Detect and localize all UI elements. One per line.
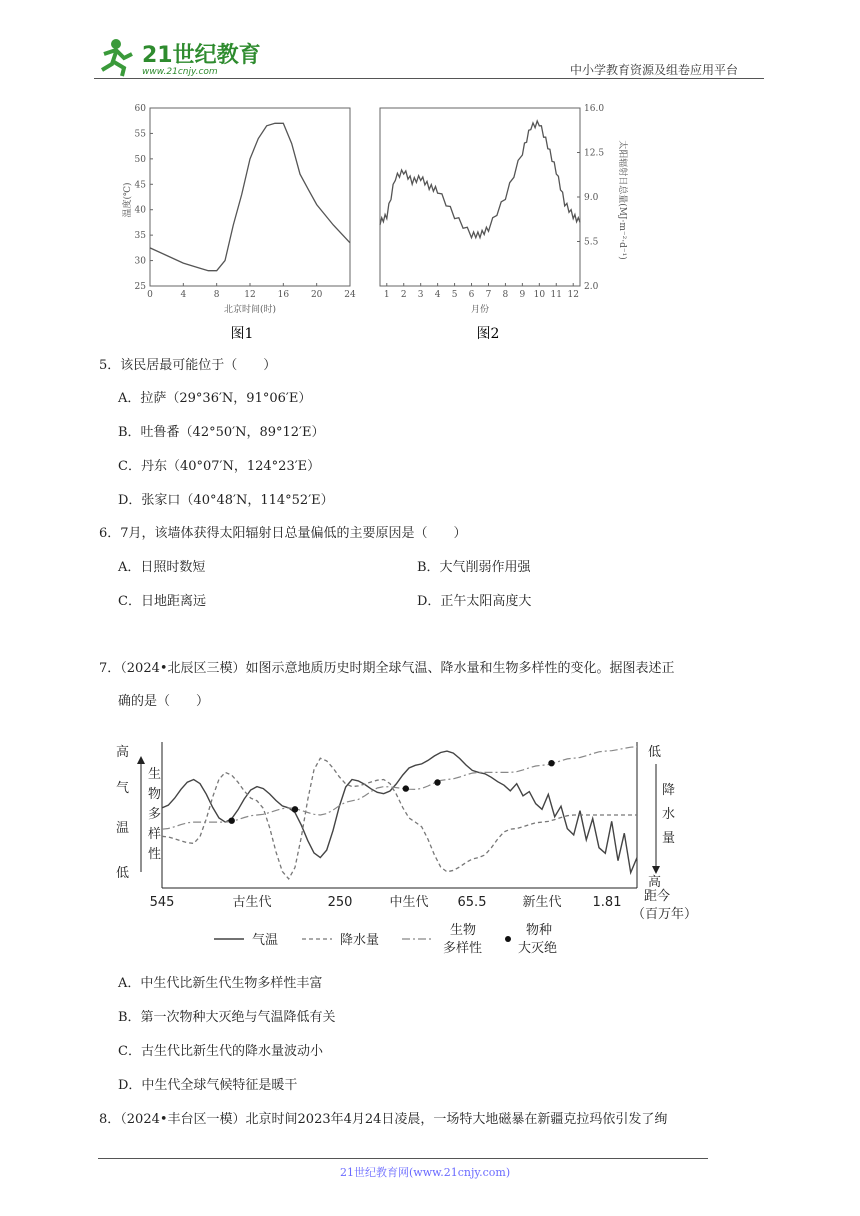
fig1-ytick: 35 xyxy=(134,231,146,242)
fig1-xtick: 20 xyxy=(310,290,323,300)
extinction-dot xyxy=(292,806,298,812)
left-axis-qi: 气 xyxy=(116,781,130,796)
right-axis-precip-char: 水 xyxy=(662,807,676,822)
runner-logo-icon xyxy=(94,34,264,78)
q5-option-b[interactable]: B．吐鲁番（42°50′N，89°12′E） xyxy=(118,425,325,440)
fig2-ytick: 9.0 xyxy=(584,193,599,203)
q7-stem-line2: 确的是（ ） xyxy=(118,694,210,709)
x-unit-1: 距今 xyxy=(644,889,671,904)
left-axis-wen: 温 xyxy=(116,821,130,836)
q6-option-a[interactable]: A．日照时数短 xyxy=(118,560,206,575)
footer-text: 21世纪教育网(www.21cnjy.com) xyxy=(340,1166,511,1179)
fig1-xtick: 16 xyxy=(277,290,290,300)
fig1-caption: 图1 xyxy=(230,326,254,342)
fig2-xtick: 7 xyxy=(485,290,492,300)
q6-option-c[interactable]: C．日地距离远 xyxy=(118,594,206,609)
header-logo xyxy=(94,34,264,78)
left-axis-bio-char: 物 xyxy=(148,787,162,802)
legend-precip: 降水量 xyxy=(340,933,380,948)
radiation-curve xyxy=(380,121,580,238)
fig2-xtick: 2 xyxy=(400,290,407,300)
fig1-ylabel: 温度(℃) xyxy=(123,182,133,218)
fig2-xtick: 10 xyxy=(533,290,546,300)
tick-cenozoic: 新生代 xyxy=(522,895,562,910)
fig1-xtick: 24 xyxy=(344,290,356,300)
fig2-xtick: 8 xyxy=(502,290,509,300)
legend-bio-1: 生物 xyxy=(450,923,477,938)
right-axis-low: 低 xyxy=(648,745,662,760)
fig2-xtick: 1 xyxy=(383,290,390,300)
fig2-caption: 图2 xyxy=(476,326,500,342)
temperature-curve xyxy=(150,123,350,270)
fig1-ytick: 40 xyxy=(134,205,146,216)
q6-option-b[interactable]: B．大气削弱作用强 xyxy=(417,560,531,575)
legend-bio-2: 多样性 xyxy=(443,941,483,956)
q6-stem: 6．7月，该墙体获得太阳辐射日总量偏低的主要原因是（ ） xyxy=(99,526,467,541)
x-unit-2: （百万年） xyxy=(632,907,698,922)
q5-option-d[interactable]: D．张家口（40°48′N，114°52′E） xyxy=(118,493,334,508)
q5-stem: 5．该民居最可能位于（ ） xyxy=(99,358,277,373)
right-axis-high: 高 xyxy=(648,875,662,890)
header-platform-name: 中小学教育资源及组卷应用平台 xyxy=(570,63,739,77)
figure-3-geologic-chart xyxy=(112,722,702,962)
fig1-ytick: 45 xyxy=(134,180,146,191)
extinction-dot xyxy=(548,760,554,766)
legend-ext-1: 物种 xyxy=(526,923,553,938)
fig2-xtick: 5 xyxy=(451,290,458,300)
q6-option-d[interactable]: D．正午太阳高度大 xyxy=(417,594,532,609)
fig2-xtick: 4 xyxy=(434,290,441,300)
fig2-ylabel: 太阳辐射日总量(MJ·m⁻²·d⁻¹) xyxy=(617,140,627,260)
extinction-dot xyxy=(434,779,440,785)
tick-65-5: 65.5 xyxy=(457,895,487,910)
q7-option-c[interactable]: C．古生代比新生代的降水量波动小 xyxy=(118,1044,323,1059)
left-axis-bio-char: 多 xyxy=(148,807,162,822)
fig2-ytick: 5.5 xyxy=(584,237,599,248)
tick-paleozoic: 古生代 xyxy=(232,895,272,910)
legend-ext-dot xyxy=(505,936,511,942)
fig1-ytick: 50 xyxy=(134,154,146,165)
legend-temp: 气温 xyxy=(252,933,279,948)
q7-option-d[interactable]: D．中生代全球气候特征是暖干 xyxy=(118,1078,298,1093)
fig2-xtick: 3 xyxy=(417,290,424,300)
series-temperature xyxy=(162,751,637,873)
left-axis-bio-char: 生 xyxy=(148,767,162,782)
fig1-ytick: 25 xyxy=(134,282,146,292)
fig2-xtick: 12 xyxy=(567,290,579,300)
right-axis-precip-char: 量 xyxy=(662,831,676,846)
fig2-ytick: 12.5 xyxy=(584,148,605,159)
fig1-xtick: 0 xyxy=(147,290,153,300)
fig1-xtick: 8 xyxy=(213,290,220,300)
logo-url: www.21cnjy.com xyxy=(142,67,218,77)
legend-ext-2: 大灭绝 xyxy=(518,941,558,956)
figure-1 xyxy=(112,100,362,345)
fig2-xtick: 11 xyxy=(550,290,562,300)
fig2-xlabel: 月份 xyxy=(470,305,490,315)
tick-250: 250 xyxy=(327,895,353,910)
q8-stem: 8．（2024•丰台区一模）北京时间2023年4月24日凌晨，一场特大地磁暴在新疆克拉玛依引发了绚 xyxy=(99,1112,668,1127)
header-rule xyxy=(94,78,764,79)
fig2-ytick: 16.0 xyxy=(584,104,605,114)
q5-option-c[interactable]: C．丹东（40°07′N，124°23′E） xyxy=(118,459,321,474)
left-axis-low: 低 xyxy=(116,866,130,881)
left-axis-high: 高 xyxy=(116,745,130,760)
fig2-xtick: 6 xyxy=(468,290,475,300)
q7-option-a[interactable]: A．中生代比新生代生物多样性丰富 xyxy=(118,976,323,991)
q5-option-a[interactable]: A．拉萨（29°36′N，91°06′E） xyxy=(118,391,312,406)
q7-option-b[interactable]: B．第一次物种大灭绝与气温降低有关 xyxy=(118,1010,336,1025)
extinction-dot xyxy=(229,818,235,824)
fig2-xtick: 9 xyxy=(519,290,526,300)
tick-1-81: 1.81 xyxy=(592,895,622,910)
tick-mesozoic: 中生代 xyxy=(389,895,429,910)
fig1-xtick: 4 xyxy=(180,290,187,300)
tick-545: 545 xyxy=(149,895,175,910)
figure-2 xyxy=(372,100,634,345)
fig1-xlabel: 北京时间(时) xyxy=(223,305,277,315)
q7-stem-line1: 7．（2024•北辰区三模）如图示意地质历史时期全球气温、降水量和生物多样性的变化。据图表述正 xyxy=(99,661,675,676)
extinction-dot xyxy=(403,785,409,791)
fig1-ytick: 55 xyxy=(134,129,146,140)
footer-rule xyxy=(98,1158,708,1159)
left-axis-bio-char: 样 xyxy=(148,827,162,842)
fig2-ytick: 2.0 xyxy=(584,282,599,292)
fig1-ytick: 60 xyxy=(134,104,146,114)
left-axis-bio-char: 性 xyxy=(148,847,162,862)
fig1-ytick: 30 xyxy=(134,256,146,267)
fig1-xtick: 12 xyxy=(244,290,256,300)
logo-text: 21世纪教育 xyxy=(142,43,261,68)
right-axis-precip-char: 降 xyxy=(662,783,676,798)
